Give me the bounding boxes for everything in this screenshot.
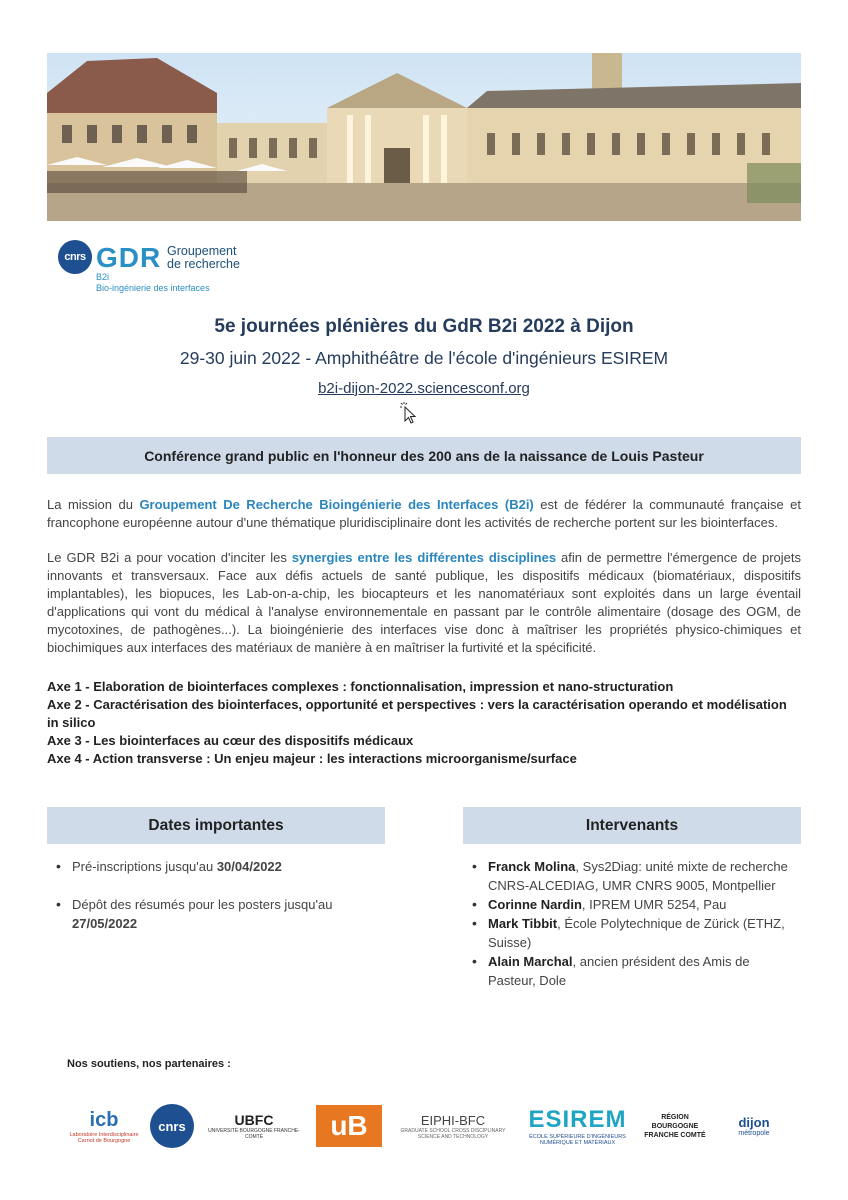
- synergies-highlight: synergies entre les différentes disciplines: [291, 550, 557, 565]
- gdr-b2i: B2i: [96, 272, 110, 282]
- intro-paragraph-mission: La mission du Groupement De Recherche Bioingénierie des Interfaces (B2i) est de fédérer la communauté française et francophone européenne autour d'une thématique pluridisciplinaire dont les activités de recherche portent sur les biointerfaces.: [47, 497, 802, 530]
- event-title: 5e journées plénières du GdR B2i 2022 à Dijon: [214, 316, 634, 337]
- axis-item: Axe 4 - Action transverse : Un enjeu majeur : les interactions microorganisme/surface: [47, 751, 577, 766]
- partners-title: Nos soutiens, nos partenaires :: [67, 1058, 231, 1070]
- dates-list: [56, 857, 376, 952]
- gdr-b2i-logo: [58, 238, 258, 298]
- list-item: • Corinne Nardin, IPREM UMR 5254, Pau: [472, 895, 792, 914]
- axis-item: Axe 3 - Les biointerfaces au cœur des dispositifs médicaux: [47, 733, 414, 748]
- list-item: • Mark Tibbit, École Polytechnique de Zürick (ETHZ, Suisse): [472, 914, 792, 952]
- gdr-name-highlight: Groupement De Recherche Bioingénierie des Interfaces (B2i): [139, 497, 534, 512]
- axis-item: Axe 2 - Caractérisation des biointerfaces, opportunité et perspectives : vers la caractérisation operando et modélisation in silico: [47, 697, 787, 730]
- intro-paragraph-vocation: Le GDR B2i a pour vocation d'inciter les synergies entre les différentes disciplines afin de permettre l'émergence de projets innovants et transversaux. Face aux défis actuels de santé publique, les dispositifs médicaux (biomatériaux, dispositifs implantables), les biopuces, les Lab-on-a-chip, les biocapteurs et les nanomatériaux sont exploités dans un large éventail d'applications qui vont du médical à l'analyse environnementale en passant par le contrôle alimentaire (dosage des OGM, de mycotoxines, de pathogènes...). La bioingénierie des interfaces vise donc à maîtriser les propriétés physico-chimiques et biochimiques aux interfaces des matériaux de manière à en maîtriser la furtivité et la spécificité.: [47, 550, 801, 655]
- list-item: • Dépôt des résumés pour les posters jusqu'au 27/05/2022: [56, 895, 376, 933]
- dates-heading: Dates importantes: [47, 807, 385, 844]
- list-item: • Pré-inscriptions jusqu'au 30/04/2022: [56, 857, 376, 876]
- speakers-heading: Intervenants: [463, 807, 801, 844]
- gdr-mark: GDR: [96, 242, 162, 273]
- list-item: • Franck Molina, Sys2Diag: unité mixte de recherche CNRS-ALCEDIAG, UMR CNRS 9005, Montpellier: [472, 857, 792, 895]
- research-axes: [47, 678, 801, 768]
- event-url-link[interactable]: b2i-dijon-2022.sciencesconf.org: [318, 380, 530, 397]
- axis-item: Axe 1 - Elaboration de biointerfaces complexes : fonctionnalisation, impression et nano-structuration: [47, 679, 674, 694]
- cnrs-logo: cnrs: [58, 240, 92, 274]
- event-date-place: 29-30 juin 2022 - Amphithéâtre de l'école d'ingénieurs ESIREM: [179, 348, 669, 368]
- list-item: • Alain Marchal, ancien président des Amis de Pasteur, Dole: [472, 952, 792, 990]
- partner-logos: [68, 1100, 798, 1155]
- icb-logo: icb Laboratoire Interdisciplinaire Carnot de Bourgogne: [69, 1108, 139, 1144]
- gdr-title: Groupement de recherche: [167, 244, 240, 271]
- banner-photo: [47, 53, 801, 221]
- cnrs-partner-logo: cnrs: [148, 1100, 196, 1152]
- esirem-logo: ESIREM ÉCOLE SUPÉRIEURE D'INGÉNIEURS NUMÉRIQUE ET MATÉRIAUX: [528, 1106, 627, 1146]
- click-cursor-icon: [400, 402, 418, 424]
- public-conference-banner: Conférence grand public en l'honneur des 200 ans de la naissance de Louis Pasteur: [47, 437, 801, 474]
- dijon-metropole-logo: dijon métropole: [738, 1115, 770, 1137]
- region-bfc-logo: RÉGION BOURGOGNE FRANCHE COMTÉ: [644, 1113, 706, 1139]
- gdr-subtitle: Bio-ingénierie des interfaces: [96, 283, 210, 293]
- eiphi-logo: EIPHI-BFC GRADUATE SCHOOL CROSS DISCIPLINARY SCIENCE AND TECHNOLOGY: [400, 1112, 506, 1140]
- speakers-list: [472, 857, 792, 990]
- ubfc-logo: UBFC UNIVERSITÉ BOURGOGNE FRANCHE-COMTÉ: [208, 1112, 300, 1140]
- ub-logo: uB: [314, 1100, 384, 1152]
